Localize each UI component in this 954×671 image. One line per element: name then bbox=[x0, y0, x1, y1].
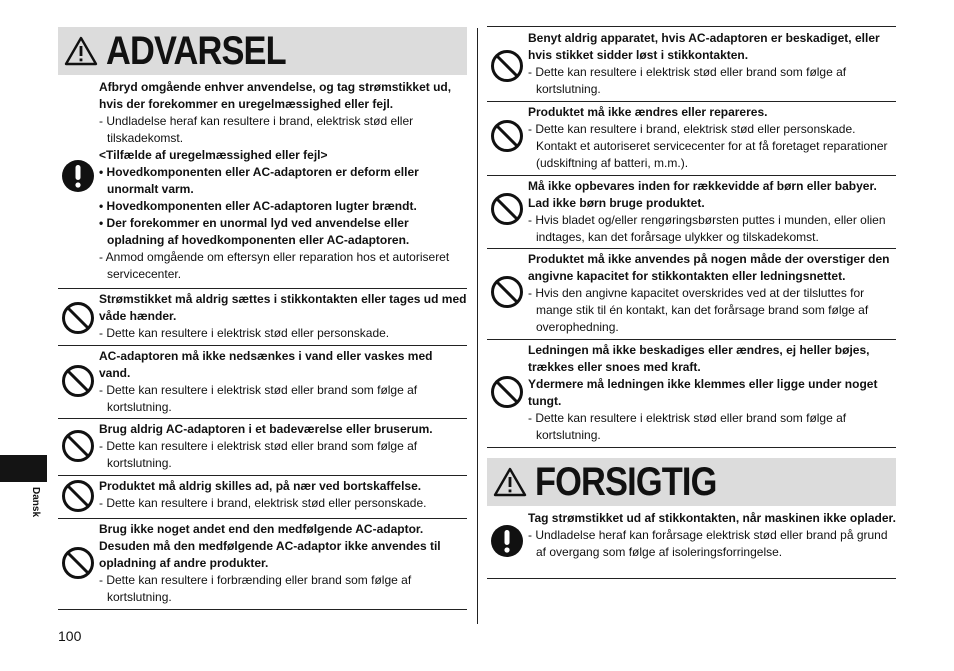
block-text bbox=[99, 521, 467, 606]
warning-block bbox=[58, 76, 467, 289]
block-text bbox=[528, 510, 896, 561]
warning-title: ADVARSEL bbox=[106, 28, 286, 73]
warning-block bbox=[487, 26, 896, 102]
prohibition-icon bbox=[61, 301, 95, 335]
block-text bbox=[528, 342, 896, 444]
mandatory-exclamation-icon bbox=[490, 524, 524, 558]
warning-triangle-icon bbox=[493, 467, 527, 497]
prohibition-icon bbox=[61, 429, 95, 463]
warning-block bbox=[487, 175, 896, 249]
language-label: Dansk bbox=[30, 487, 41, 518]
note-text: - Dette kan resultere i elektrisk stød eller brand som følge af kortslutning. bbox=[528, 65, 847, 96]
prohibition-icon bbox=[490, 119, 524, 153]
caution-banner bbox=[487, 458, 896, 506]
mandatory-exclamation-icon bbox=[61, 159, 95, 193]
note-text: - Hvis den angivne kapacitet overskrides ved at der tilsluttes for mange stik til én kontakt, kan det forårsage brand som følge af overophedning. bbox=[528, 286, 869, 334]
block-text bbox=[99, 478, 467, 512]
warning-block bbox=[58, 518, 467, 610]
bullet-item: • Hovedkomponenten eller AC-adaptoren er deform eller unormalt varm. bbox=[99, 165, 419, 196]
warning-triangle-icon bbox=[64, 36, 98, 66]
note-text: - Undladelse heraf kan forårsage elektrisk stød eller brand på grund af overgang som følge af isoleringsforringelse. bbox=[528, 528, 888, 559]
block-text bbox=[99, 79, 467, 283]
note-text: - Dette kan resultere i elektrisk stød eller personskade. bbox=[99, 326, 390, 340]
bullet-item: • Der forekommer en unormal lyd ved anvendelse eller opladning af hovedkomponenten eller AC-adaptoren. bbox=[99, 216, 410, 247]
prohibition-icon bbox=[61, 479, 95, 513]
prohibition-icon bbox=[490, 49, 524, 83]
bold-instruction: Strømstikket må aldrig sættes i stikkontakten eller tages ud med våde hænder. bbox=[99, 292, 467, 323]
prohibition-icon bbox=[61, 546, 95, 580]
note-text: - Hvis bladet og/eller rengøringsbørsten puttes i munden, eller olien indtages, kan det forårsage ulykker og tilskadekomst. bbox=[528, 213, 886, 244]
bold-instruction: Brug ikke noget andet end den medfølgende AC-adaptor. bbox=[99, 522, 424, 536]
block-text bbox=[99, 421, 467, 472]
warning-block bbox=[487, 248, 896, 340]
note-text: - Dette kan resultere i elektrisk stød eller brand som følge af kortslutning. bbox=[528, 411, 847, 442]
warning-block bbox=[487, 339, 896, 448]
note-text: - Undladelse heraf kan resultere i brand, elektrisk stød eller tilskadekomst. bbox=[99, 114, 414, 145]
caution-block bbox=[487, 507, 896, 579]
warning-block bbox=[487, 101, 896, 176]
caution-title: FORSIGTIG bbox=[535, 459, 717, 504]
prohibition-icon bbox=[490, 375, 524, 409]
warning-banner bbox=[58, 27, 467, 75]
block-text bbox=[528, 251, 896, 336]
block-text bbox=[528, 30, 896, 98]
language-tab bbox=[0, 455, 47, 482]
note-text: - Dette kan resultere i brand, elektrisk stød eller personskade. Kontakt et autoriseret servicecenter for at få foretaget reparationer (udskiftning af batteri, m.m.). bbox=[528, 122, 888, 170]
bold-instruction: Desuden må den medfølgende AC-adaptor ikke anvendes til opladning af andre produkter. bbox=[99, 539, 441, 570]
bold-instruction: Brug aldrig AC-adaptoren i et badeværelse eller bruserum. bbox=[99, 422, 433, 436]
block-text bbox=[528, 104, 896, 172]
note-text: - Dette kan resultere i elektrisk stød eller brand som følge af kortslutning. bbox=[99, 439, 418, 470]
warning-block bbox=[58, 288, 467, 346]
note-text: - Anmod omgående om eftersyn eller reparation hos et autoriseret servicecenter. bbox=[99, 250, 450, 281]
warning-block bbox=[58, 418, 467, 476]
warning-block bbox=[58, 475, 467, 519]
note-text: - Dette kan resultere i forbrænding eller brand som følge af kortslutning. bbox=[99, 573, 412, 604]
note-text: - Dette kan resultere i elektrisk stød eller brand som følge af kortslutning. bbox=[99, 383, 418, 414]
bold-instruction: Afbryd omgående enhver anvendelse, og tag strømstikket ud, hvis der forekommer en uregelmæssighed eller fejl. bbox=[99, 80, 452, 111]
column-divider bbox=[477, 28, 478, 624]
prohibition-icon bbox=[490, 275, 524, 309]
prohibition-icon bbox=[61, 364, 95, 398]
page-number: 100 bbox=[58, 628, 82, 644]
bold-instruction: Produktet må ikke ændres eller repareres. bbox=[528, 105, 768, 119]
bullet-item: • Hovedkomponenten eller AC-adaptoren lugter brændt. bbox=[99, 199, 417, 213]
note-text: - Dette kan resultere i brand, elektrisk stød eller personskade. bbox=[99, 496, 427, 510]
block-text bbox=[528, 178, 896, 246]
bold-instruction: Tag strømstikket ud af stikkontakten, når maskinen ikke oplader. bbox=[528, 511, 896, 525]
prohibition-icon bbox=[490, 192, 524, 226]
bold-instruction: Må ikke opbevares inden for rækkevidde af børn eller babyer. Lad ikke børn bruge produktet. bbox=[528, 179, 877, 210]
bold-instruction: <Tilfælde af uregelmæssighed eller fejl> bbox=[99, 148, 328, 162]
bold-instruction: Ledningen må ikke beskadiges eller ændres, ej heller bøjes, trækkes eller snoes med kraft. bbox=[528, 343, 870, 374]
bold-instruction: Produktet må aldrig skilles ad, på nær ved bortskaffelse. bbox=[99, 479, 422, 493]
bold-instruction: Ydermere må ledningen ikke klemmes eller ligge under noget tungt. bbox=[528, 377, 878, 408]
bold-instruction: Benyt aldrig apparatet, hvis AC-adaptoren er beskadiget, eller hvis stikket sidder løst i stikkontakten. bbox=[528, 31, 880, 62]
block-text bbox=[99, 291, 467, 342]
block-text bbox=[99, 348, 467, 416]
bold-instruction: AC-adaptoren må ikke nedsænkes i vand eller vaskes med vand. bbox=[99, 349, 433, 380]
warning-block bbox=[58, 345, 467, 419]
bold-instruction: Produktet må ikke anvendes på nogen måde der overstiger den angivne kapacitet for stikkontakten eller ledningsnettet. bbox=[528, 252, 890, 283]
